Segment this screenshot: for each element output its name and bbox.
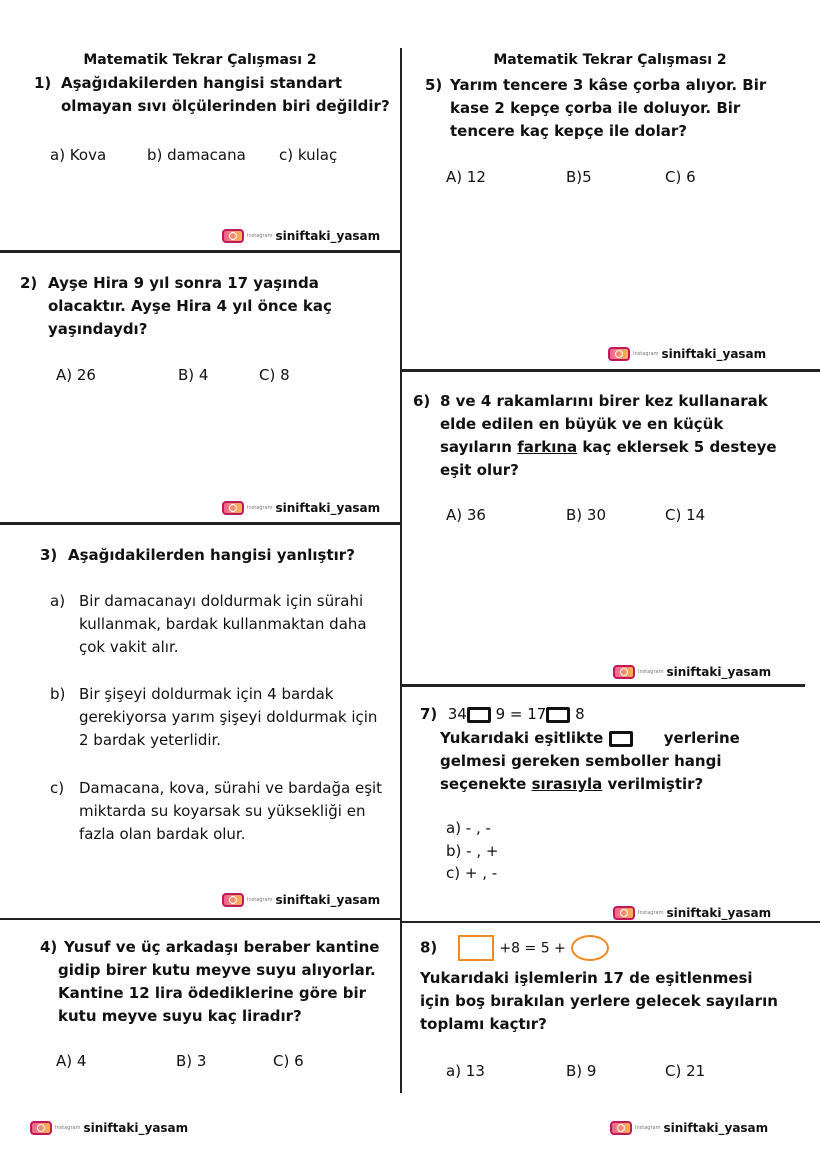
instagram-icon <box>608 347 630 361</box>
watermark-handle: siniftaki_yasam <box>666 665 772 679</box>
q3-number: 3) <box>40 546 58 564</box>
divider-right-2 <box>400 684 805 687</box>
watermark-handle: siniftaki_yasam <box>83 1121 189 1135</box>
q4-line4: kutu meyve suyu kaç liradır? <box>58 1007 302 1025</box>
q5-number: 5) <box>425 76 443 94</box>
orange-circle-icon <box>571 935 609 961</box>
q7-eq-b: 9 = 17 <box>490 705 547 723</box>
watermark-handle: siniftaki_yasam <box>663 1121 769 1135</box>
watermark-handle: siniftaki_yasam <box>661 347 767 361</box>
q5-line1: Yarım tencere 3 kâse çorba alıyor. Bir <box>450 76 767 94</box>
q1-option-c: c) kulaç <box>279 146 338 164</box>
q3-c-line3: fazla olan bardak olur. <box>79 825 246 843</box>
instagram-label: Instagram <box>247 505 273 511</box>
instagram-label: Instagram <box>633 351 659 357</box>
q7-number: 7) <box>420 705 438 723</box>
q2-option-a: A) 26 <box>56 366 96 384</box>
q3-a-line2: kullanmak, bardak kullanmaktan daha <box>79 615 367 633</box>
q3-b-line2: gerekiyorsa yarım şişeyi doldurmak için <box>79 708 378 726</box>
q6-line4: eşit olur? <box>440 461 519 479</box>
q7-line3-post: verilmiştir? <box>602 775 704 793</box>
q3-c-line1: Damacana, kova, sürahi ve bardağa eşit <box>79 779 383 797</box>
q7-option-c: c) + , - <box>446 864 498 882</box>
divider-left-3 <box>0 918 400 920</box>
q4-number: 4) <box>40 938 58 956</box>
q6-line1: 8 ve 4 rakamlarını birer kez kullanarak <box>440 392 768 410</box>
q6-number: 6) <box>413 392 431 410</box>
instagram-icon <box>222 501 244 515</box>
q8-eq-a: +8 = 5 + <box>499 940 566 957</box>
q6-line3-pre: sayıların <box>440 438 518 456</box>
q2-line1: Ayşe Hira 9 yıl sonra 17 yaşında <box>48 274 319 292</box>
q2-option-b: B) 4 <box>178 366 209 384</box>
q6-option-c: C) 14 <box>665 506 706 524</box>
q7-equation <box>420 703 585 726</box>
left-title: Matematik Tekrar Çalışması 2 <box>83 52 317 68</box>
q3-b-line1: Bir şişeyi doldurmak için 4 bardak <box>79 685 334 703</box>
watermark-q6 <box>613 665 771 679</box>
blank-box-icon <box>609 731 633 747</box>
q3-c-line2: miktarda su koyarsak su yüksekliği en <box>79 802 366 820</box>
q1-option-b: b) damacana <box>147 146 246 164</box>
q3-b-label: b) <box>50 685 66 703</box>
q4-line1: Yusuf ve üç arkadaşı beraber kantine <box>64 938 380 956</box>
q5-line2: kase 2 kepçe çorba ile doluyor. Bir <box>450 99 741 117</box>
divider-left-1 <box>0 250 400 253</box>
blank-box-icon <box>467 707 491 723</box>
instagram-label: Instagram <box>638 910 664 916</box>
q7-line1-pre: Yukarıdaki eşitlikte <box>440 729 604 747</box>
q6-option-a: A) 36 <box>446 506 486 524</box>
watermark-handle: siniftaki_yasam <box>275 501 381 515</box>
q3-a-label: a) <box>50 592 66 610</box>
instagram-label: Instagram <box>247 233 273 239</box>
watermark-q3 <box>222 893 380 907</box>
q7-line3 <box>440 773 703 796</box>
q4-line3: Kantine 12 lira ödediklerine göre bir <box>58 984 367 1002</box>
q4-line2: gidip birer kutu meyve suyu alıyorlar. <box>58 961 376 979</box>
instagram-icon <box>222 893 244 907</box>
q7-line3-pre: seçenekte <box>440 775 532 793</box>
watermark-handle: siniftaki_yasam <box>275 229 381 243</box>
orange-square-icon <box>458 935 494 961</box>
q4-option-a: A) 4 <box>56 1052 87 1070</box>
q8-option-b: B) 9 <box>566 1062 597 1080</box>
divider-right-3 <box>400 921 820 923</box>
watermark-bottom-left <box>30 1121 188 1135</box>
watermark-q1 <box>222 229 380 243</box>
q7-option-b: b) - , + <box>446 842 499 860</box>
q2-option-c: C) 8 <box>259 366 290 384</box>
watermark-q5 <box>608 347 766 361</box>
q7-line1 <box>440 727 740 750</box>
center-divider <box>400 48 402 1093</box>
q3-a-line1: Bir damacanayı doldurmak için sürahi <box>79 592 364 610</box>
instagram-icon <box>613 906 635 920</box>
q5-option-b: B)5 <box>566 168 592 186</box>
q4-option-b: B) 3 <box>176 1052 207 1070</box>
q4-option-c: C) 6 <box>273 1052 304 1070</box>
q6-option-b: B) 30 <box>566 506 606 524</box>
q7-line2: gelmesi gereken semboller hangi <box>440 752 722 770</box>
instagram-label: Instagram <box>635 1125 661 1131</box>
q6-underlined-word: farkına <box>517 438 578 456</box>
q7-line1-post: yerlerine <box>663 729 740 747</box>
q8-option-c: C) 21 <box>665 1062 706 1080</box>
q6-line2: elde edilen en büyük ve en küçük <box>440 415 724 433</box>
q2-line2: olacaktır. Ayşe Hira 4 yıl önce kaç <box>48 297 332 315</box>
q8-line2: için boş bırakılan yerlere gelecek sayıların <box>420 992 778 1010</box>
q7-option-a: a) - , - <box>446 819 491 837</box>
q1-line1: Aşağıdakilerden hangisi standart <box>61 74 343 92</box>
instagram-icon <box>610 1121 632 1135</box>
instagram-icon <box>222 229 244 243</box>
q3-c-label: c) <box>50 779 65 797</box>
q8-line3: toplamı kaçtır? <box>420 1015 547 1033</box>
watermark-bottom-right <box>610 1121 768 1135</box>
divider-right-1 <box>400 369 820 372</box>
q2-number: 2) <box>20 274 38 292</box>
q3-b-line3: 2 bardak yeterlidir. <box>79 731 222 749</box>
q5-line3: tencere kaç kepçe ile dolar? <box>450 122 687 140</box>
q7-eq-c: 8 <box>570 705 585 723</box>
q5-option-a: A) 12 <box>446 168 486 186</box>
watermark-q2 <box>222 501 380 515</box>
q3-text: Aşağıdakilerden hangisi yanlıştır? <box>68 546 355 564</box>
q3-a-line3: çok vakit alır. <box>79 638 179 656</box>
q6-line3-post: kaç eklersek 5 desteye <box>577 438 777 456</box>
instagram-label: Instagram <box>247 897 273 903</box>
q8-line1: Yukarıdaki işlemlerin 17 de eşitlenmesi <box>420 969 753 987</box>
blank-box-icon <box>546 707 570 723</box>
watermark-q7 <box>613 906 771 920</box>
instagram-icon <box>613 665 635 679</box>
q1-line2: olmayan sıvı ölçülerinden biri değildir? <box>61 97 390 115</box>
watermark-handle: siniftaki_yasam <box>275 893 381 907</box>
q5-option-c: C) 6 <box>665 168 696 186</box>
q8-number: 8) <box>420 938 438 957</box>
q7-eq-a: 34 <box>447 705 467 723</box>
q8-option-a: a) 13 <box>446 1062 485 1080</box>
q1-number: 1) <box>34 74 52 92</box>
instagram-icon <box>30 1121 52 1135</box>
q8-equation <box>420 935 609 961</box>
q1-option-a: a) Kova <box>50 146 107 164</box>
q7-underlined-word: sırasıyla <box>531 775 603 793</box>
instagram-label: Instagram <box>55 1125 81 1131</box>
divider-left-2 <box>0 522 400 525</box>
watermark-handle: siniftaki_yasam <box>666 906 772 920</box>
q2-line3: yaşındaydı? <box>48 320 148 338</box>
q6-line3 <box>440 436 777 459</box>
right-title: Matematik Tekrar Çalışması 2 <box>493 52 727 68</box>
instagram-label: Instagram <box>638 669 664 675</box>
